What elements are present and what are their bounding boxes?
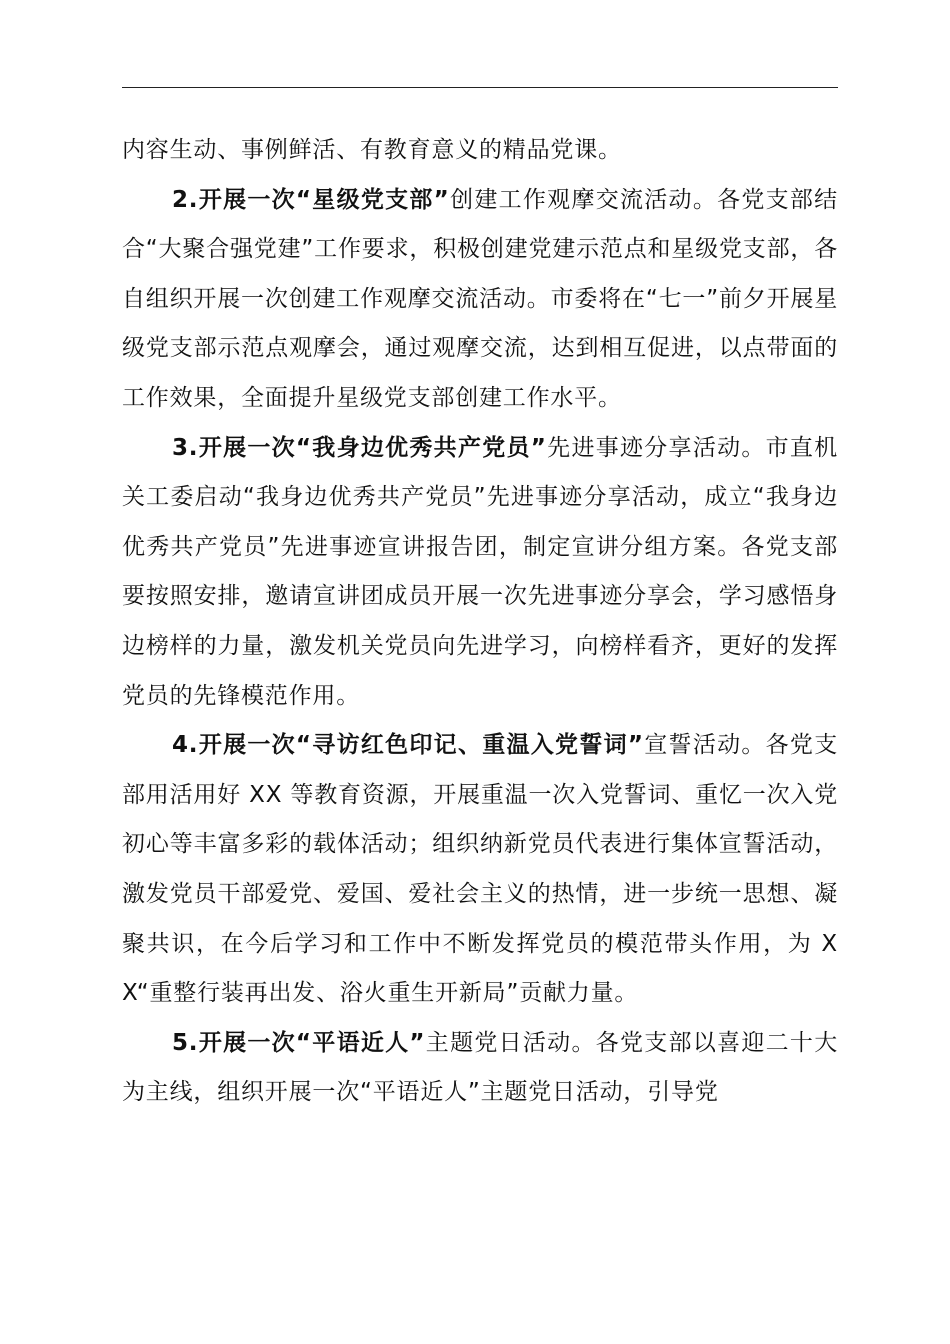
paragraph-text: 创建工作观摩交流活动。各党支部结合“大聚合强党建”工作要求，积极创建党建示范点和星级党支部，各自组织开展一次创建工作观摩交流活动。市委将在“七一”前夕开展星级党支部示范点观摩会，通过观摩交流，达到相互促进，以点带面的工作效果，全面提升星级党支部创建工作水平。	[122, 186, 838, 411]
paragraph-text: 内容生动、事例鲜活、有教育意义的精品党课。	[122, 137, 622, 163]
paragraph-text: 先进事迹分享活动。市直机关工委启动“我身边优秀共产党员”先进事迹分享活动，成立“我身边优秀共产党员”先进事迹宣讲报告团，制定宣讲分组方案。各党支部要按照安排，邀请宣讲团成员开展一次先进事迹分享会，学习感悟身边榜样的力量，激发机关党员向先进学习，向榜样看齐，更好的发挥党员的先锋模范作用。	[122, 434, 838, 709]
paragraph-item-2	[122, 176, 838, 424]
paragraph-item-3	[122, 424, 838, 722]
paragraph-lead: 3.开展一次“我身边优秀共产党员”	[172, 434, 547, 461]
paragraph-continuation	[122, 126, 838, 176]
header-rule	[122, 87, 838, 88]
paragraph-lead: 2.开展一次“星级党支部”	[172, 186, 450, 213]
paragraph-lead: 4.开展一次“寻访红色印记、重温入党誓词”	[172, 732, 644, 759]
paragraph-text: 宣誓活动。各党支部用活用好 XX 等教育资源，开展重温一次入党誓词、重忆一次入党初心等丰富多彩的载体活动；组织纳新党员代表进行集体宣誓活动，激发党员干部爱党、爱国、爱社会主义的热情，进一步统一思想、凝聚共识，在今后学习和工作中不断发挥党员的模范带头作用，为 XX“重整行装再出发、浴火重生开新局”贡献力量。	[122, 732, 838, 1007]
document-body	[122, 126, 838, 1118]
paragraph-text: 主题党日活动。各党支部以喜迎二十大为主线，组织开展一次“平语近人”主题党日活动，引导党	[122, 1029, 838, 1106]
paragraph-lead: 5.开展一次“平语近人”	[172, 1029, 426, 1056]
paragraph-item-4	[122, 721, 838, 1019]
paragraph-item-5	[122, 1019, 838, 1118]
